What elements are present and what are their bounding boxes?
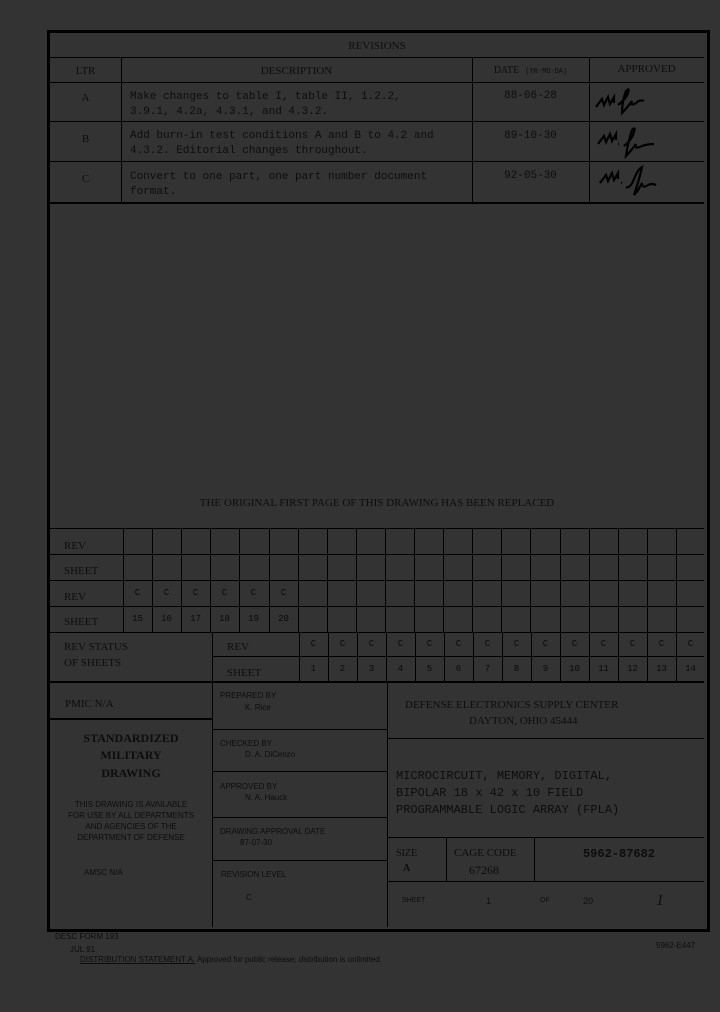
sheet-cell: 6 xyxy=(455,664,462,674)
ltr-header: LTR xyxy=(75,65,96,77)
divider xyxy=(50,632,704,633)
agency-address: DAYTON, OHIO 45444 xyxy=(469,715,578,727)
sheet-cell: 1 xyxy=(310,664,317,674)
distribution-statement-label: DISTRIBUTION STATEMENT A. xyxy=(80,955,196,964)
divider xyxy=(327,528,328,632)
amsc-label: AMSC N/A xyxy=(84,868,123,877)
revision-date: 89-10-30 xyxy=(504,130,557,142)
total-sheets: 20 xyxy=(583,896,594,906)
availability-text: FOR USE BY ALL DEPARTMENTS xyxy=(68,811,194,820)
approval-signature-icon xyxy=(592,85,662,117)
rev-label: REV xyxy=(64,540,86,552)
drawing-title-line: MICROCIRCUIT, MEMORY, DIGITAL, xyxy=(396,769,613,783)
replaced-notice: THE ORIGINAL FIRST PAGE OF THIS DRAWING HAS BEEN REPLACED xyxy=(199,497,555,509)
approval-date-value: 87-07-30 xyxy=(240,838,273,847)
revision-description-line: format. xyxy=(130,186,177,198)
rev-cell: C xyxy=(134,588,141,598)
divider xyxy=(212,729,387,730)
approval-signature-icon xyxy=(594,124,664,160)
rev-cell: C xyxy=(513,639,520,649)
divider xyxy=(472,528,473,632)
revision-description-line: Make changes to table I, table II, 1.2.2, xyxy=(130,91,401,103)
rev-label: REV xyxy=(227,641,249,653)
divider xyxy=(212,656,704,657)
revision-letter: C xyxy=(81,173,90,185)
revision-date: 92-05-30 xyxy=(504,170,557,182)
prepared-by-label: PREPARED BY xyxy=(220,691,277,700)
availability-text: AND AGENCIES OF THE xyxy=(85,822,177,831)
revision-level-label: REVISION LEVEL xyxy=(221,870,287,879)
rev-cell: C xyxy=(339,639,346,649)
approval-date-label: DRAWING APPROVAL DATE xyxy=(220,827,326,836)
revision-description-line: Convert to one part, one part number document xyxy=(130,171,428,183)
prepared-by-value: K. Rice xyxy=(245,703,271,712)
revision-letter: B xyxy=(81,133,90,145)
divider xyxy=(387,837,704,838)
sheet-cell: 20 xyxy=(278,614,289,624)
revision-description-line: Add burn-in test conditions A and B to 4.2 and xyxy=(130,130,434,142)
rev-cell: C xyxy=(280,588,287,598)
revisions-title: REVISIONS xyxy=(348,40,406,52)
divider xyxy=(589,57,590,203)
sheet-cell: 3 xyxy=(368,664,375,674)
date-format-label: (YR-MO-DA) xyxy=(525,68,568,76)
drawing-title-line: PROGRAMMABLE LOGIC ARRAY (FPLA) xyxy=(396,803,620,817)
sheet-cell: 13 xyxy=(656,664,667,674)
rev-cell: C xyxy=(221,588,228,598)
sheet-cell: 10 xyxy=(569,664,580,674)
divider xyxy=(647,528,648,632)
pmic-label: PMIC N/A xyxy=(65,698,114,710)
divider xyxy=(50,580,704,581)
form-date: JUL 91 xyxy=(70,945,96,954)
sheet-cell: 12 xyxy=(627,664,638,674)
date-header-label: DATE xyxy=(493,65,520,76)
rev-cell: C xyxy=(600,639,607,649)
rev-cell: C xyxy=(192,588,199,598)
revision-description-line: 4.3.2. Editorial changes throughout. xyxy=(130,145,368,157)
sheet-cell: 18 xyxy=(219,614,230,624)
sheet-cell: 11 xyxy=(598,664,609,674)
sheet-cell: 16 xyxy=(161,614,172,624)
sheet-label: SHEET xyxy=(64,616,99,628)
revision-level-value: C xyxy=(246,893,252,902)
divider xyxy=(443,528,444,632)
sheet-label: SHEET xyxy=(402,897,426,904)
revision-date: 88-06-28 xyxy=(504,90,557,102)
of-label: OF xyxy=(540,897,550,904)
sheet-cell: 8 xyxy=(513,664,520,674)
divider xyxy=(212,817,387,818)
divider xyxy=(50,606,704,607)
smd-title: STANDARDIZED xyxy=(83,731,179,745)
divider xyxy=(560,528,561,632)
divider xyxy=(676,528,677,632)
handwritten-sheet-mark: 1 xyxy=(656,892,664,909)
smd-title: DRAWING xyxy=(101,766,161,780)
cage-code-value: 67268 xyxy=(469,863,499,877)
part-number: 5962-87682 xyxy=(582,847,655,861)
rev-cell: C xyxy=(250,588,257,598)
rev-status-label: OF SHEETS xyxy=(64,657,122,669)
size-label: SIZE xyxy=(396,848,418,859)
approved-header: APPROVED xyxy=(617,63,676,75)
rev-cell: C xyxy=(484,639,491,649)
divider xyxy=(50,57,704,58)
divider xyxy=(50,82,704,83)
sheet-cell: 19 xyxy=(248,614,259,624)
divider xyxy=(212,632,213,681)
rev-cell: C xyxy=(397,639,404,649)
sheet-cell: 2 xyxy=(339,664,346,674)
distribution-statement xyxy=(80,955,382,964)
divider xyxy=(50,528,704,529)
divider xyxy=(387,681,388,927)
divider xyxy=(212,860,387,861)
divider xyxy=(50,718,212,720)
rev-cell: C xyxy=(163,588,170,598)
divider xyxy=(387,738,704,739)
document-code: 5962-E447 xyxy=(656,941,696,950)
divider xyxy=(356,528,357,632)
rev-cell: C xyxy=(658,639,665,649)
divider xyxy=(298,528,299,632)
sheet-number: 1 xyxy=(486,896,492,906)
form-number: DESC FORM 193 xyxy=(55,932,119,941)
divider xyxy=(385,528,386,632)
divider xyxy=(387,881,704,882)
checked-by-value: D. A. DiCenzo xyxy=(245,750,296,759)
sheet-cell: 14 xyxy=(685,664,696,674)
divider xyxy=(50,554,704,555)
divider xyxy=(618,528,619,632)
divider xyxy=(50,202,704,204)
rev-cell: C xyxy=(310,639,317,649)
rev-cell: C xyxy=(687,639,694,649)
sheet-cell: 7 xyxy=(484,664,491,674)
description-header: DESCRIPTION xyxy=(260,65,333,77)
cage-code-label: CAGE CODE xyxy=(454,847,517,859)
agency-name: DEFENSE ELECTRONICS SUPPLY CENTER xyxy=(405,699,619,711)
divider xyxy=(50,681,704,683)
sheet-label: SHEET xyxy=(227,667,262,679)
divider xyxy=(446,837,447,881)
sheet-cell: 5 xyxy=(426,664,433,674)
availability-text: THIS DRAWING IS AVAILABLE xyxy=(74,800,188,809)
approved-by-value: N. A. Hauck xyxy=(245,793,288,802)
size-value: A xyxy=(403,863,411,874)
sheet-cell: 15 xyxy=(132,614,143,624)
drawing-title-line: BIPOLAR 18 x 42 x 10 FIELD xyxy=(396,786,584,800)
distribution-statement-text: Approved for public release; distribution is unlimited. xyxy=(195,955,382,964)
sheet-cell: 9 xyxy=(542,664,549,674)
checked-by-label: CHECKED BY xyxy=(220,739,273,748)
smd-title: MILITARY xyxy=(100,748,162,762)
divider xyxy=(414,528,415,632)
divider xyxy=(121,57,122,203)
revision-description-line: 3.9.1, 4.2a, 4.3.1, and 4.3.2. xyxy=(130,106,329,118)
rev-cell: C xyxy=(368,639,375,649)
sheet-cell: 4 xyxy=(397,664,404,674)
approval-signature-icon xyxy=(596,163,666,199)
divider xyxy=(212,681,213,927)
sheet-cell: 17 xyxy=(190,614,201,624)
sheet-label: SHEET xyxy=(64,565,99,577)
revision-letter: A xyxy=(81,92,90,104)
divider xyxy=(212,771,387,772)
divider xyxy=(50,161,704,162)
approved-by-label: APPROVED BY xyxy=(220,782,278,791)
availability-text: DEPARTMENT OF DEFENSE xyxy=(77,833,185,842)
rev-cell: C xyxy=(426,639,433,649)
rev-cell: C xyxy=(455,639,462,649)
divider xyxy=(589,528,590,632)
rev-cell: C xyxy=(542,639,549,649)
divider xyxy=(530,528,531,632)
rev-label: REV xyxy=(64,591,86,603)
rev-cell: C xyxy=(629,639,636,649)
rev-cell: C xyxy=(571,639,578,649)
date-header xyxy=(472,65,589,77)
divider xyxy=(50,121,704,122)
rev-status-label: REV STATUS xyxy=(64,641,129,653)
divider xyxy=(501,528,502,632)
